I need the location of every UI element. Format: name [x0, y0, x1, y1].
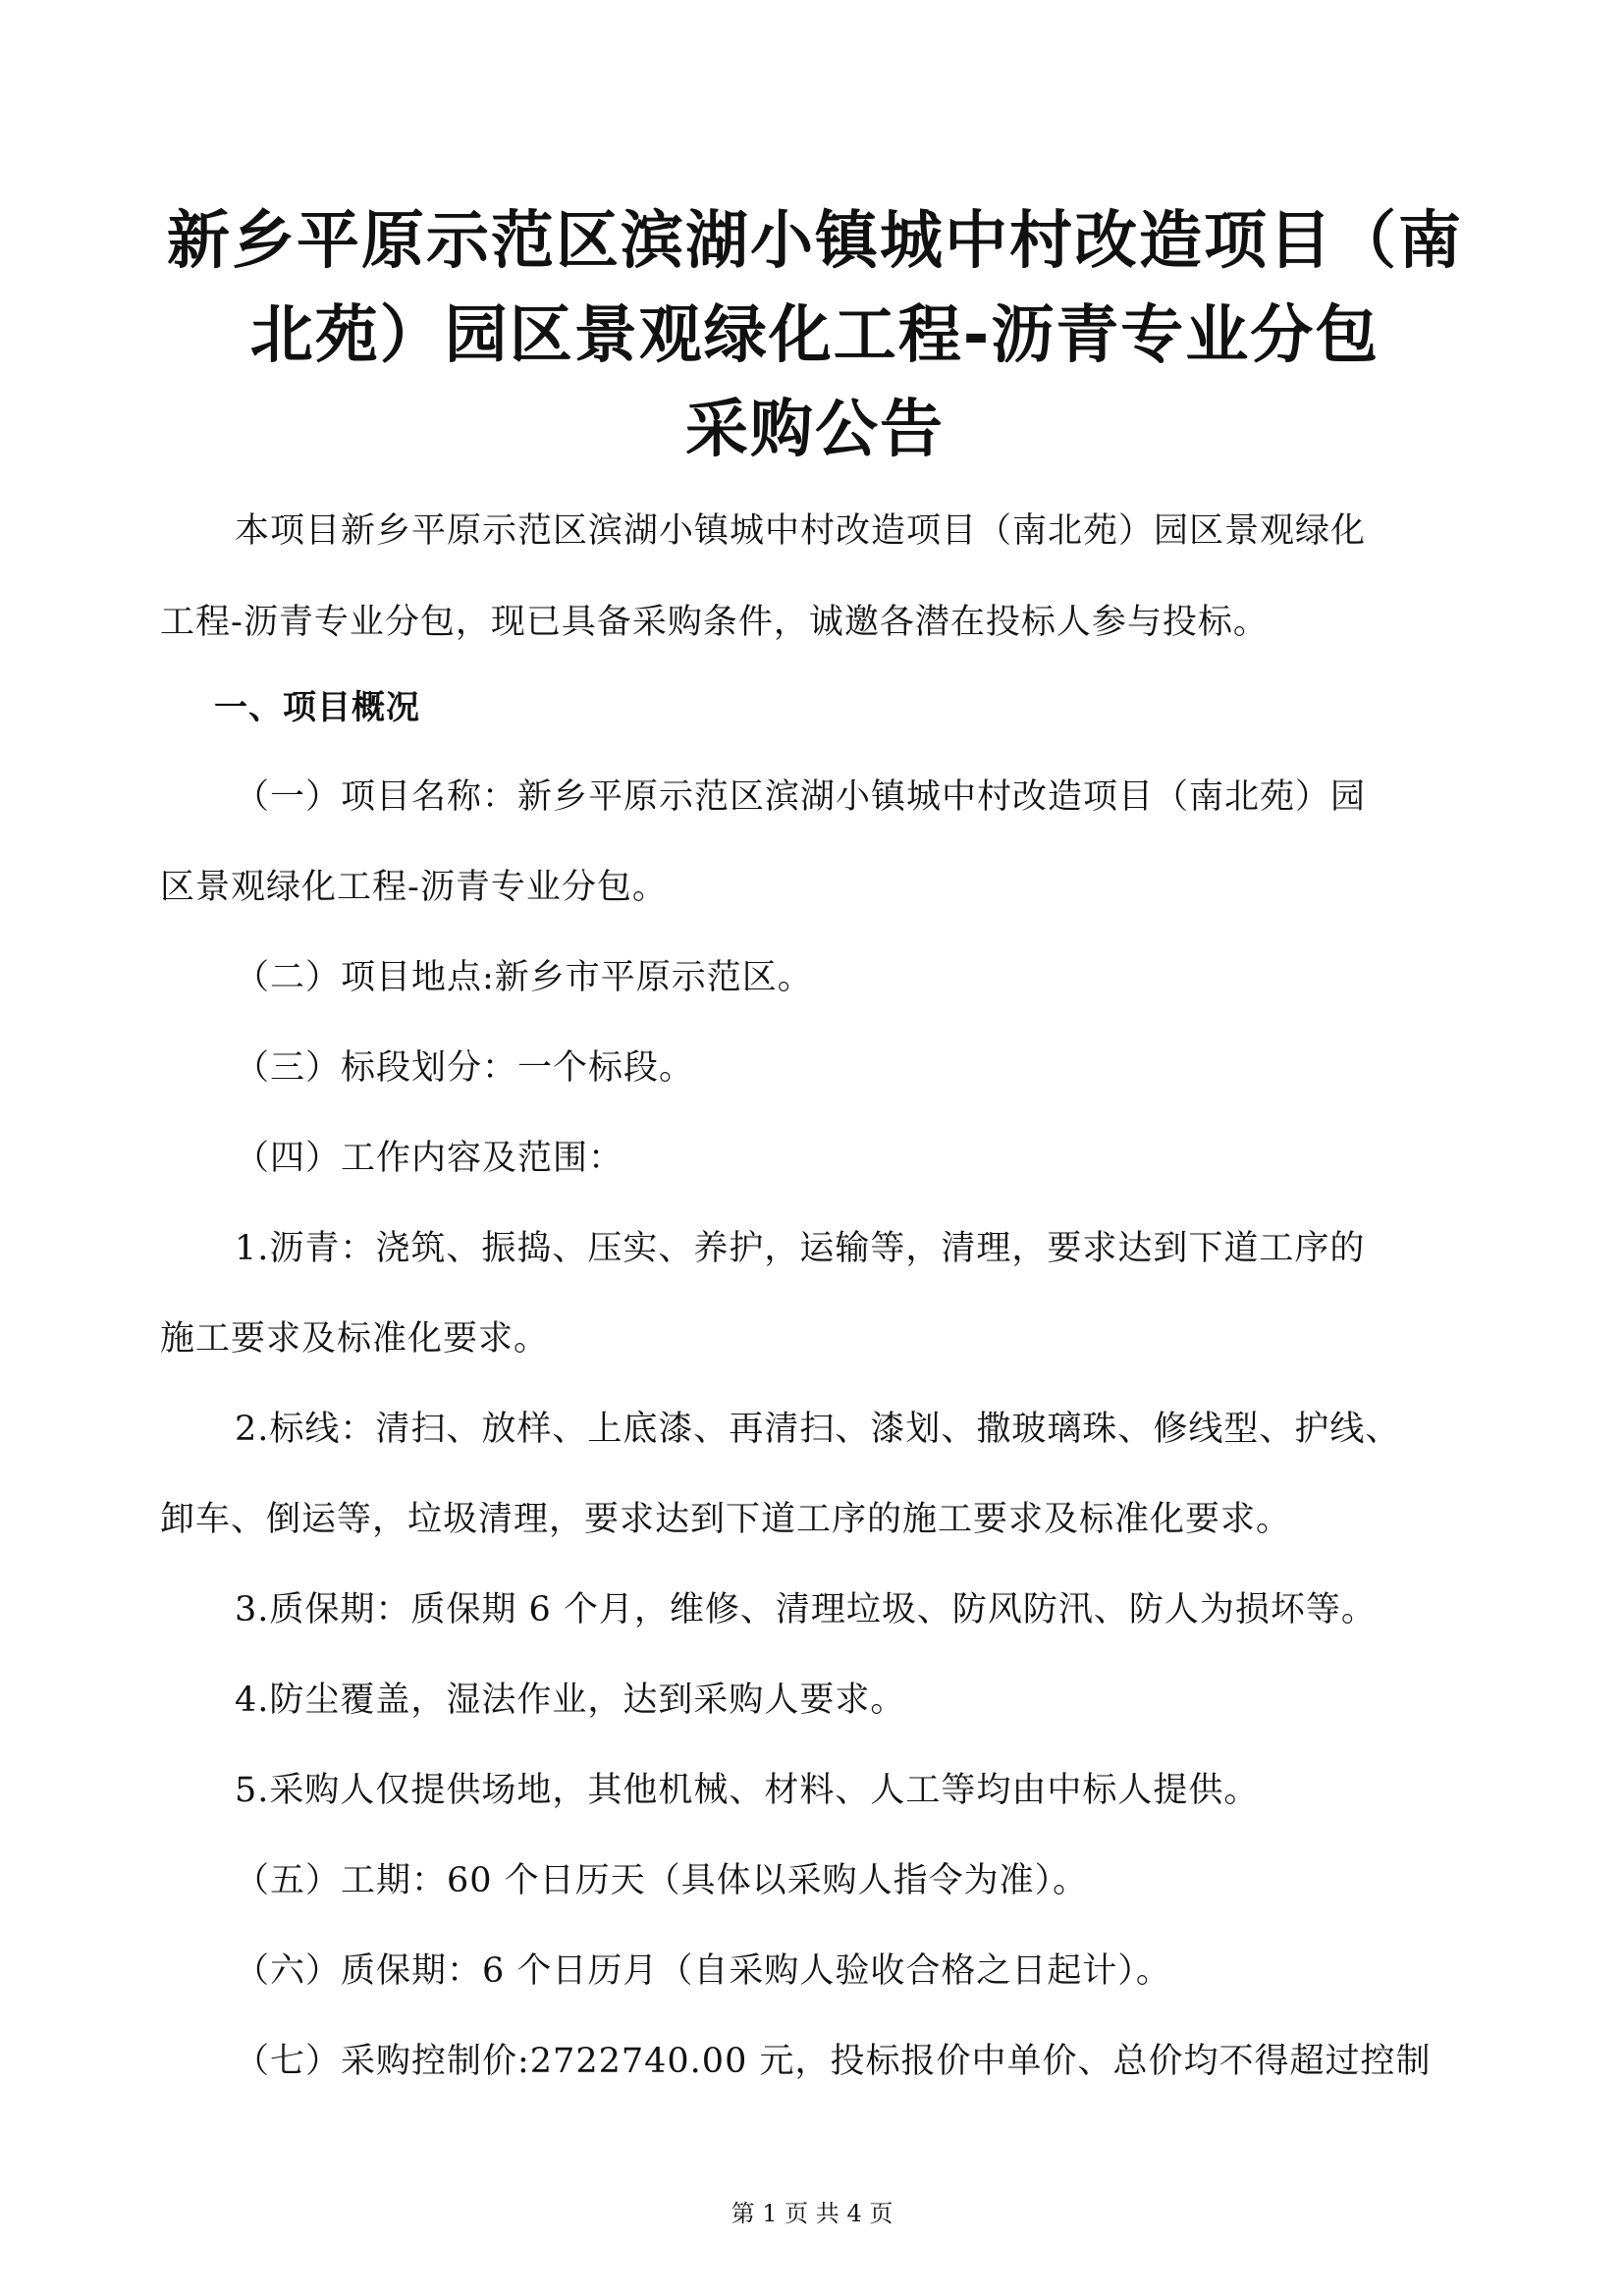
scope-asphalt-line-2: 施工要求及标准化要求。: [160, 1319, 550, 1359]
item-warranty-period: （六）质保期：6 个日历月（自采购人验收合格之日起计）。: [235, 1951, 1171, 1991]
item-control-price: （七）采购控制价:2722740.00 元，投标报价中单价、总价均不得超过控制: [235, 2042, 1432, 2081]
document-title: [147, 194, 1483, 477]
title-line-2: 北苑）园区景观绿化工程-沥青专业分包: [249, 299, 1380, 372]
item-lot-division: （三）标段划分：一个标段。: [235, 1048, 695, 1088]
scope-warranty: 3.质保期：质保期 6 个月，维修、清理垃圾、防风防汛、防人为损坏等。: [235, 1590, 1377, 1629]
item-work-scope: （四）工作内容及范围：: [235, 1139, 624, 1178]
title-line-1: 新乡平原示范区滨湖小镇城中村改造项目（南: [167, 205, 1463, 278]
item-duration: （五）工期：60 个日历天（具体以采购人指令为准）。: [235, 1861, 1089, 1900]
page-number-footer: 第 1 页 共 4 页: [731, 2200, 893, 2227]
intro-line-1: 本项目新乡平原示范区滨湖小镇城中村改造项目（南北苑）园区景观绿化: [235, 511, 1367, 551]
item-project-location: （二）项目地点:新乡市平原示范区。: [235, 958, 813, 997]
intro-line-2: 工程-沥青专业分包，现已具备采购条件，诚邀各潜在投标人参与投标。: [160, 603, 1269, 642]
scope-dust-control: 4.防尘覆盖，湿法作业，达到采购人要求。: [235, 1681, 906, 1720]
scope-site-provision: 5.采购人仅提供场地，其他机械、材料、人工等均由中标人提供。: [235, 1771, 1260, 1810]
title-line-3: 采购公告: [685, 394, 945, 466]
scope-asphalt-line-1: 1.沥青：浇筑、振捣、压实、养护，运输等，清理，要求达到下道工序的: [235, 1229, 1366, 1268]
scope-marking-line-2: 卸车、倒运等，垃圾清理，要求达到下道工序的施工要求及标准化要求。: [160, 1500, 1292, 1539]
section-heading-overview: 一、项目概况: [214, 688, 420, 727]
scope-marking-line-1: 2.标线：清扫、放样、上底漆、再清扫、漆划、撒玻璃珠、修线型、护线、: [235, 1410, 1401, 1449]
item-project-name-line-1: （一）项目名称：新乡平原示范区滨湖小镇城中村改造项目（南北苑）园: [235, 777, 1367, 817]
item-project-name-line-2: 区景观绿化工程-沥青专业分包。: [160, 868, 668, 907]
